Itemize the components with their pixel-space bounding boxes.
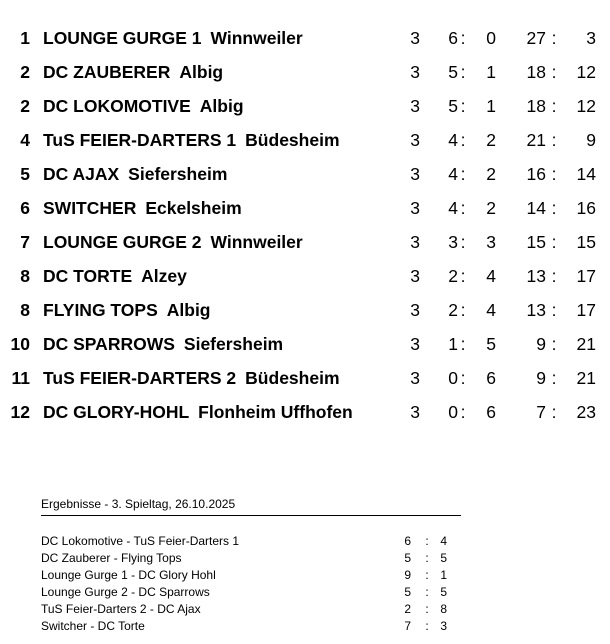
- guest-score: 5: [440, 585, 447, 599]
- team-cell: [43, 96, 244, 117]
- match-pairing: Lounge Gurge 2 - DC Sparrows: [41, 585, 210, 599]
- rank: 4: [20, 130, 30, 150]
- rank: 8: [20, 266, 30, 286]
- score-separator: :: [425, 534, 429, 548]
- games-played: 3: [410, 334, 420, 354]
- team-city: Albig: [179, 62, 224, 82]
- rank: 2: [20, 62, 30, 82]
- legs-lost: 14: [576, 164, 596, 184]
- points-separator: :: [460, 28, 466, 48]
- team-name: SWITCHER: [43, 198, 137, 218]
- team-name: TuS FEIER-DARTERS 2: [43, 368, 237, 388]
- team-cell: [43, 368, 340, 389]
- standings-row: [0, 22, 610, 56]
- legs-separator: :: [551, 266, 557, 286]
- legs-lost: 23: [576, 402, 596, 422]
- points-lost: 6: [486, 402, 496, 422]
- points-separator: :: [460, 96, 466, 116]
- results-section: [41, 497, 461, 636]
- legs-separator: :: [551, 130, 557, 150]
- standings-row: [0, 260, 610, 294]
- team-name: DC TORTE: [43, 266, 133, 286]
- team-cell: [43, 62, 223, 83]
- legs-separator: :: [551, 28, 557, 48]
- points-lost: 1: [486, 96, 496, 116]
- team-city: Eckelsheim: [145, 198, 242, 218]
- score-separator: :: [425, 619, 429, 633]
- rank: 12: [10, 402, 30, 422]
- points-won: 0: [448, 368, 458, 388]
- legs-won: 14: [526, 198, 546, 218]
- points-won: 3: [448, 232, 458, 252]
- points-separator: :: [460, 164, 466, 184]
- games-played: 3: [410, 232, 420, 252]
- legs-separator: :: [551, 300, 557, 320]
- points-lost: 1: [486, 62, 496, 82]
- guest-score: 8: [440, 602, 447, 616]
- standings-row: [0, 328, 610, 362]
- rank: 1: [20, 28, 30, 48]
- score-separator: :: [425, 602, 429, 616]
- home-score: 9: [404, 568, 411, 582]
- games-played: 3: [410, 266, 420, 286]
- points-won: 4: [448, 198, 458, 218]
- points-separator: :: [460, 232, 466, 252]
- legs-lost: 12: [576, 96, 596, 116]
- games-played: 3: [410, 300, 420, 320]
- team-cell: [43, 334, 283, 355]
- team-city: Albig: [199, 96, 244, 116]
- guest-score: 5: [440, 551, 447, 565]
- games-played: 3: [410, 28, 420, 48]
- legs-separator: :: [551, 232, 557, 252]
- legs-lost: 15: [576, 232, 596, 252]
- games-played: 3: [410, 164, 420, 184]
- team-name: TuS FEIER-DARTERS 1: [43, 130, 237, 150]
- legs-separator: :: [551, 62, 557, 82]
- points-lost: 0: [486, 28, 496, 48]
- points-separator: :: [460, 334, 466, 354]
- result-row: [41, 568, 461, 585]
- standings-row: [0, 158, 610, 192]
- score-separator: :: [425, 568, 429, 582]
- points-separator: :: [460, 266, 466, 286]
- points-won: 5: [448, 96, 458, 116]
- legs-won: 18: [526, 62, 546, 82]
- points-won: 2: [448, 300, 458, 320]
- points-separator: :: [460, 402, 466, 422]
- points-separator: :: [460, 62, 466, 82]
- home-score: 7: [404, 619, 411, 633]
- legs-won: 21: [526, 130, 546, 150]
- legs-separator: :: [551, 334, 557, 354]
- team-cell: [43, 164, 227, 185]
- team-city: Winnweiler: [210, 28, 303, 48]
- legs-separator: :: [551, 368, 557, 388]
- games-played: 3: [410, 402, 420, 422]
- result-row: [41, 619, 461, 636]
- rank: 2: [20, 96, 30, 116]
- team-city: Albig: [166, 300, 211, 320]
- legs-won: 18: [526, 96, 546, 116]
- result-row: [41, 585, 461, 602]
- points-lost: 6: [486, 368, 496, 388]
- legs-lost: 21: [576, 334, 596, 354]
- team-city: Siefersheim: [183, 334, 284, 354]
- team-cell: [43, 300, 211, 321]
- team-cell: [43, 402, 353, 423]
- match-pairing: TuS Feier-Darters 2 - DC Ajax: [41, 602, 201, 616]
- team-cell: [43, 198, 242, 219]
- result-row: [41, 602, 461, 619]
- results-list: [41, 534, 461, 636]
- score-separator: :: [425, 585, 429, 599]
- games-played: 3: [410, 368, 420, 388]
- team-name: DC SPARROWS: [43, 334, 175, 354]
- team-city: Siefersheim: [128, 164, 228, 184]
- points-won: 4: [448, 164, 458, 184]
- legs-lost: 17: [576, 266, 596, 286]
- rank: 6: [20, 198, 30, 218]
- legs-lost: 3: [586, 28, 596, 48]
- home-score: 6: [404, 534, 411, 548]
- legs-won: 13: [526, 266, 546, 286]
- legs-separator: :: [551, 402, 557, 422]
- legs-lost: 9: [586, 130, 596, 150]
- standings-row: [0, 90, 610, 124]
- home-score: 2: [404, 602, 411, 616]
- legs-won: 7: [536, 402, 546, 422]
- team-city: Büdesheim: [245, 130, 340, 150]
- points-separator: :: [460, 300, 466, 320]
- legs-won: 9: [536, 334, 546, 354]
- team-cell: [43, 232, 303, 253]
- legs-lost: 17: [576, 300, 596, 320]
- legs-lost: 12: [576, 62, 596, 82]
- points-lost: 4: [486, 266, 496, 286]
- guest-score: 1: [440, 568, 447, 582]
- games-played: 3: [410, 96, 420, 116]
- standings-row: [0, 362, 610, 396]
- points-lost: 4: [486, 300, 496, 320]
- legs-lost: 16: [576, 198, 596, 218]
- standings-row: [0, 192, 610, 226]
- team-name: LOUNGE GURGE 2: [43, 232, 202, 252]
- legs-won: 13: [526, 300, 546, 320]
- result-row: [41, 534, 461, 551]
- standings-row: [0, 226, 610, 260]
- team-name: DC LOKOMOTIVE: [43, 96, 191, 116]
- legs-won: 27: [526, 28, 546, 48]
- points-lost: 5: [486, 334, 496, 354]
- points-lost: 2: [486, 198, 496, 218]
- legs-separator: :: [551, 198, 557, 218]
- games-played: 3: [410, 198, 420, 218]
- team-name: DC AJAX: [43, 164, 120, 184]
- points-won: 1: [448, 334, 458, 354]
- team-cell: [43, 266, 187, 287]
- points-separator: :: [460, 198, 466, 218]
- team-city: Winnweiler: [210, 232, 303, 252]
- match-pairing: DC Lokomotive - TuS Feier-Darters 1: [41, 534, 240, 548]
- legs-won: 16: [526, 164, 546, 184]
- team-city: Flonheim Uffhofen: [198, 402, 353, 422]
- standings-row: [0, 294, 610, 328]
- home-score: 5: [404, 585, 411, 599]
- points-lost: 3: [486, 232, 496, 252]
- points-won: 0: [448, 402, 458, 422]
- legs-separator: :: [551, 164, 557, 184]
- rank: 8: [20, 300, 30, 320]
- rank: 11: [11, 368, 30, 388]
- team-name: DC GLORY-HOHL: [43, 402, 190, 422]
- match-pairing: Lounge Gurge 1 - DC Glory Hohl: [41, 568, 216, 582]
- guest-score: 4: [440, 534, 447, 548]
- points-won: 2: [448, 266, 458, 286]
- result-row: [41, 551, 461, 568]
- team-cell: [43, 130, 340, 151]
- rank: 5: [20, 164, 30, 184]
- legs-lost: 21: [576, 368, 596, 388]
- home-score: 5: [404, 551, 411, 565]
- points-lost: 2: [486, 130, 496, 150]
- standings-table: [0, 22, 610, 430]
- match-pairing: Switcher - DC Torte: [41, 619, 145, 633]
- points-won: 4: [448, 130, 458, 150]
- rank: 7: [20, 232, 30, 252]
- points-won: 6: [448, 28, 458, 48]
- team-name: LOUNGE GURGE 1: [43, 28, 202, 48]
- standings-row: [0, 56, 610, 90]
- team-name: FLYING TOPS: [43, 300, 158, 320]
- match-pairing: DC Zauberer - Flying Tops: [41, 551, 182, 565]
- team-cell: [43, 28, 303, 49]
- guest-score: 3: [440, 619, 447, 633]
- legs-won: 9: [536, 368, 546, 388]
- points-separator: :: [460, 368, 466, 388]
- results-title: Ergebnisse - 3. Spieltag, 26.10.2025: [41, 497, 461, 516]
- score-separator: :: [425, 551, 429, 565]
- points-separator: :: [460, 130, 466, 150]
- games-played: 3: [410, 130, 420, 150]
- legs-separator: :: [551, 96, 557, 116]
- rank: 10: [10, 334, 30, 354]
- legs-won: 15: [526, 232, 546, 252]
- games-played: 3: [410, 62, 420, 82]
- team-city: Büdesheim: [245, 368, 340, 388]
- standings-row: [0, 124, 610, 158]
- team-name: DC ZAUBERER: [43, 62, 171, 82]
- team-city: Alzey: [141, 266, 187, 286]
- points-won: 5: [448, 62, 458, 82]
- standings-row: [0, 396, 610, 430]
- points-lost: 2: [486, 164, 496, 184]
